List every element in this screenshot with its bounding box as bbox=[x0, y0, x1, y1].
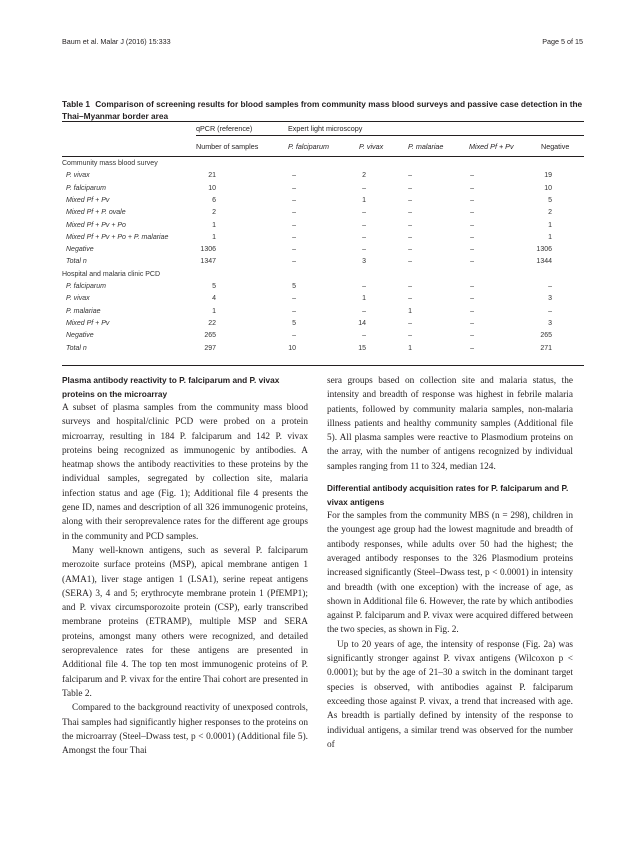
table-cell: – bbox=[362, 332, 366, 340]
table-cell: 1344 bbox=[536, 258, 552, 266]
table-cell: – bbox=[362, 221, 366, 229]
table-cell: – bbox=[470, 221, 474, 229]
table-cell: – bbox=[408, 209, 412, 217]
row-label: P. falciparum bbox=[66, 283, 106, 290]
col-header-negative: Negative bbox=[541, 142, 570, 151]
table-cell: – bbox=[292, 332, 296, 340]
row-label: Mixed Pf + P. ovale bbox=[66, 209, 126, 217]
table-cell: – bbox=[470, 283, 474, 290]
table-cell: – bbox=[408, 295, 412, 303]
table-cell: – bbox=[362, 307, 366, 315]
table-cell: – bbox=[408, 233, 412, 241]
table-cell: – bbox=[408, 332, 412, 340]
table-cell: – bbox=[362, 233, 366, 241]
table-cell: 1 bbox=[408, 307, 412, 315]
table-cell: 3 bbox=[362, 258, 366, 266]
running-head bbox=[62, 37, 583, 49]
row-label: Mixed Pf + Pv + Po bbox=[66, 221, 126, 229]
table-cell: 15 bbox=[358, 344, 366, 352]
table-label: Table 1 bbox=[62, 99, 90, 109]
table-cell: 265 bbox=[204, 332, 216, 340]
table-cell: 3 bbox=[548, 319, 552, 327]
table-cell: – bbox=[408, 258, 412, 266]
table-cell: – bbox=[470, 319, 474, 327]
table-cell: – bbox=[292, 258, 296, 266]
table-cell: – bbox=[408, 221, 412, 229]
row-label: Total n bbox=[66, 344, 87, 352]
table-cell: 19 bbox=[544, 172, 552, 180]
table-cell: – bbox=[362, 184, 366, 192]
row-label: Mixed Pf + Pv bbox=[66, 319, 110, 327]
table-cell: 10 bbox=[544, 184, 552, 192]
table-cell: – bbox=[548, 307, 552, 315]
table-cell: – bbox=[470, 332, 474, 340]
table-cell: 5 bbox=[212, 283, 216, 290]
row-label: P. vivax bbox=[66, 295, 90, 303]
table-cell: – bbox=[470, 307, 474, 315]
table-cell: – bbox=[292, 221, 296, 229]
row-label: Negative bbox=[66, 246, 94, 254]
col-header-samples: Number of samples bbox=[196, 142, 259, 151]
table-cell: 1306 bbox=[200, 246, 216, 254]
table-cell: – bbox=[408, 196, 412, 204]
table-cell: 1 bbox=[212, 233, 216, 241]
table-cell: 1306 bbox=[536, 246, 552, 254]
table-cell: – bbox=[470, 246, 474, 254]
table-cell: – bbox=[292, 295, 296, 303]
table-cell: – bbox=[362, 209, 366, 217]
table-cell: – bbox=[408, 172, 412, 180]
table-cell: – bbox=[408, 283, 412, 290]
section-heading-acquisition: Differential antibody acquisition rates for P. falciparum and P. vivax antigens bbox=[327, 483, 569, 507]
group-header-microscopy: Expert light microscopy bbox=[288, 124, 363, 133]
row-label: P. malariae bbox=[66, 307, 101, 315]
col-header-pm: P. malariae bbox=[408, 142, 444, 151]
row-label: P. falciparum bbox=[66, 184, 106, 192]
paragraph: Many well-known antigens, such as several P. falciparum merozoite surface proteins (MSP), apical membrane antigen 1 (AMA1), liver stage antigen 1 (LSA1), serine repeat antigens (SERA) 3, 4 and 5; erythrocyte membrane protein 1 (PfEMP1); and P. vivax circumsporozoite protein (CSP), early transcribed membrane proteins (ETRAMP), multiple MSP and SERA proteins, amongst many others were recognized, and detailed seroprevalence rates for these antigens are presented in Additional file 4. The top ten most immunogenic proteins of P. falciparum and P. vivax for the entire Thai cohort are presented in Table 2. bbox=[62, 545, 308, 699]
right-column bbox=[327, 374, 573, 752]
table-cell: 21 bbox=[208, 172, 216, 180]
row-label: Total n bbox=[66, 258, 87, 266]
row-label: Mixed Pf + Pv bbox=[66, 196, 110, 204]
table-cell: – bbox=[470, 344, 474, 352]
table-cell: 2 bbox=[362, 172, 366, 180]
table-cell: – bbox=[292, 246, 296, 254]
table-cell: 5 bbox=[292, 319, 296, 327]
table-cell: 1 bbox=[362, 196, 366, 204]
table-cell: – bbox=[470, 172, 474, 180]
paragraph: Up to 20 years of age, the intensity of response (Fig. 2a) was significantly stronger against P. vivax antigens (Wilcoxon p < 0.0001); but by the age of 21–30 a switch in the dominant target species is observed, with antibodies against P. falciparum exceeding those against P. vivax, a trend that increased with age. As breadth is partially defined by intensity of the response to individual antigens, a similar trend was observed for the number of bbox=[327, 639, 573, 750]
table-cell: – bbox=[292, 172, 296, 180]
table-cell: – bbox=[470, 209, 474, 217]
table-cell: 5 bbox=[292, 283, 296, 290]
page-number: Page 5 of 15 bbox=[542, 37, 583, 46]
table-cell: 5 bbox=[548, 196, 552, 204]
col-header-pf: P. falciparum bbox=[288, 142, 330, 151]
table-cell: – bbox=[470, 196, 474, 204]
section-title: Hospital and malaria clinic PCD bbox=[62, 270, 161, 278]
table-cell: 22 bbox=[208, 319, 216, 327]
table-cell: 1 bbox=[408, 344, 412, 352]
table-cell: 3 bbox=[548, 295, 552, 303]
row-label: Negative bbox=[66, 332, 94, 340]
section-heading-reactivity: Plasma antibody reactivity to P. falciparum and P. vivax proteins on the microarray bbox=[62, 375, 280, 399]
paragraph: For the samples from the community MBS (n = 298), children in the youngest age group had the lowest magnitude and breadth of antibody responses, while adults over 50 had the highest; the averaged antibody responses to the 326 Plasmodium proteins increased significantly (Steel–Dwass test, p < 0.0001) in intensity and breadth (with one exception) with the increase of age, as shown in Additional file 6. However, the rate by which antibodies against P. falciparum and P. vivax were acquired differed between the two species, as shown in Fig. 2. bbox=[327, 511, 573, 636]
table-cell: 2 bbox=[548, 209, 552, 217]
table-caption bbox=[62, 98, 584, 123]
paragraph: A subset of plasma samples from the community mass blood surveys and hospital/clinic PCD were probed on a protein microarray, resulting in 184 P. falciparum and 142 P. vivax proteins being recognized as immunogenic by antibodies. A heatmap shows the antibody reactivities to these proteins by the individual samples, segregated by collection site, malaria infection status and age (Fig. 1); Additional file 4 presents the gene ID, names and description of all 326 immunogenic proteins, along with their seroprevalence rates for the different age groups in the community and PCD samples. bbox=[62, 403, 308, 542]
table-group-rule bbox=[196, 135, 584, 136]
table-header-rule bbox=[62, 156, 584, 157]
table-cell: – bbox=[292, 209, 296, 217]
table-cell: 1 bbox=[548, 221, 552, 229]
paragraph: Compared to the background reactivity of unexposed controls, Thai samples had significantly higher responses to the proteins on the microarray (Steel–Dwass test, p < 0.0001) (Additional file 5). Amongst the four Thai bbox=[62, 703, 308, 757]
section-title: Community mass blood survey bbox=[62, 160, 158, 167]
table-cell: 271 bbox=[540, 344, 552, 352]
table-cell: 2 bbox=[212, 209, 216, 217]
table-cell: 1 bbox=[212, 307, 216, 315]
table-cell: – bbox=[470, 233, 474, 241]
table-cell: 1 bbox=[362, 295, 366, 303]
table-cell: – bbox=[292, 307, 296, 315]
table-cell: – bbox=[292, 196, 296, 204]
row-label: P. vivax bbox=[66, 172, 90, 180]
table-caption-text: Comparison of screening results for blood samples from community mass blood surveys and passive case detection in the Thai–Myanmar border area bbox=[62, 99, 583, 122]
left-column bbox=[62, 374, 308, 758]
table-cell: – bbox=[470, 295, 474, 303]
table-cell: – bbox=[408, 184, 412, 192]
table-cell: 1347 bbox=[200, 258, 216, 266]
table-cell: – bbox=[470, 258, 474, 266]
group-header-qpcr: qPCR (reference) bbox=[196, 124, 253, 133]
table-cell: – bbox=[362, 283, 366, 290]
table-cell: 4 bbox=[212, 295, 216, 303]
table-cell: 10 bbox=[208, 184, 216, 192]
table-cell: – bbox=[292, 233, 296, 241]
table-cell: – bbox=[470, 184, 474, 192]
col-header-pv: P. vivax bbox=[359, 142, 384, 151]
table-cell: 14 bbox=[358, 319, 366, 327]
table-cell: 1 bbox=[548, 233, 552, 241]
table-cell: 265 bbox=[540, 332, 552, 340]
table-cell: – bbox=[292, 184, 296, 192]
table-cell: – bbox=[362, 246, 366, 254]
table-cell: 10 bbox=[288, 344, 296, 352]
table-cell: – bbox=[408, 246, 412, 254]
table-cell: – bbox=[548, 283, 552, 290]
table-cell: 297 bbox=[204, 344, 216, 352]
table-top-rule bbox=[62, 121, 584, 122]
table-cell: – bbox=[408, 319, 412, 327]
table-cell: 1 bbox=[212, 221, 216, 229]
table-cell: 6 bbox=[212, 196, 216, 204]
col-header-mixed: Mixed Pf + Pv bbox=[469, 142, 514, 151]
row-label: Mixed Pf + Pv + Po + P. malariae bbox=[66, 233, 169, 241]
paragraph: sera groups based on collection site and malaria status, the intensity and breadth of response was highest in febrile malaria patients, followed by community malaria samples, non-malaria illness patients and healthy community samples (Additional file 5). All plasma samples were reactive to Plasmodium proteins on the array, with the number of antigens recognized by individual samples ranging from 11 to 324, median 124. bbox=[327, 376, 573, 472]
table-bottom-rule bbox=[62, 365, 584, 366]
journal-citation: Baum et al. Malar J (2016) 15:333 bbox=[62, 37, 171, 46]
